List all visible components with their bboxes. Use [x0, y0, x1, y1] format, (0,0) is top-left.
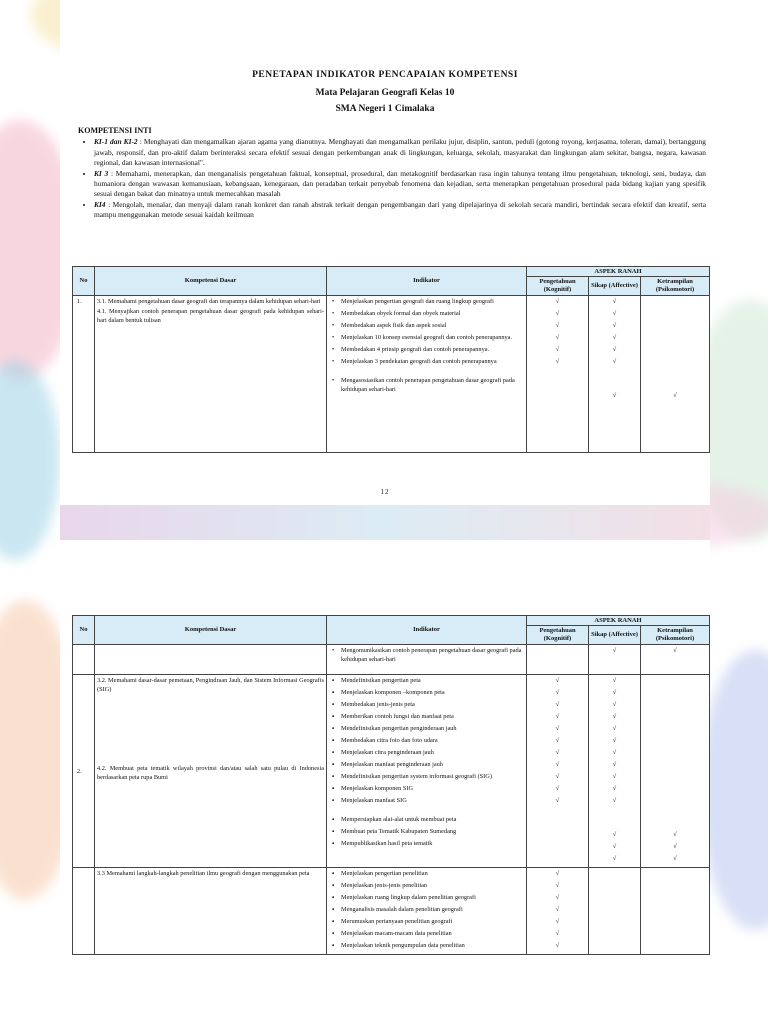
ki-item: [94, 137, 706, 168]
check-mark: √: [555, 773, 560, 780]
indicator-item: ▪ Menjelaskan komponen SIG: [341, 784, 524, 793]
kd-item: 4.1. Menyajikan contoh penerapan pengetahuan dasar geografi pada kehidupan sehari-hari dalam bentuk tulisan: [97, 308, 324, 324]
header-indikator: Indikator: [327, 267, 527, 296]
kompetensi-dasar-cell: [95, 296, 327, 453]
check-mark: √: [612, 831, 617, 838]
indicator-item: ▪ Menjelaskan pengertian penelitian: [341, 869, 524, 878]
indicator-item: ▪ Menjelaskan macam-macam data penelitian: [341, 929, 524, 938]
indicator-item: ▪ Menjelaskan manfaat penginderaan jauh: [341, 760, 524, 769]
afektif-checks: [589, 675, 641, 868]
header-afektif: Sikap (Affective): [589, 277, 641, 296]
psikomotor-checks: [641, 645, 710, 675]
header-afektif: Sikap (Affective): [589, 626, 641, 645]
row-number: 2.: [73, 675, 95, 868]
indicator-item: • Membedakan 4 prinsip geografi dan contoh penerapannya.: [341, 345, 524, 354]
header-aspek-ranah: ASPEK RANAH: [527, 616, 710, 626]
ki-label: KI 3: [94, 168, 109, 178]
check-mark: √: [555, 737, 560, 744]
header-kognitif: Pengetahuan (Kognitif): [527, 626, 589, 645]
indicator-item: ▪ Mempersiapkan alat-alat untuk membuat peta: [341, 815, 524, 824]
check-mark: √: [673, 647, 677, 654]
document-title: PENETAPAN INDIKATOR PENCAPAIAN KOMPETENSI: [252, 70, 518, 80]
kd-item: 3.3 Memahami langkah-langkah penelitian ilmu geografi dengan menggunakan peta: [97, 870, 310, 877]
check-mark: √: [612, 392, 617, 399]
psikomotor-checks: [641, 675, 710, 868]
check-mark: √: [555, 918, 560, 925]
check-mark: √: [673, 843, 677, 850]
ki-item: [94, 200, 706, 221]
check-mark: √: [612, 843, 617, 850]
indicator-item: ▪ Menjelaskan manfaat SIG: [341, 796, 524, 805]
table-row: [73, 675, 710, 868]
check-mark: √: [612, 725, 617, 732]
indicator-item: ▪ Menjelaskan komponen –komponen peta: [341, 688, 524, 697]
indicator-item: ▪ Menjelaskan ruang lingkup dalam penelitian geografi: [341, 893, 524, 902]
kd-item: 3.2. Memahami dasar-dasar pemetaan, Pengindraan Jauh, dan Sistem Informasi Geografis (SIG): [97, 677, 324, 693]
check-mark: √: [612, 346, 617, 353]
psikomotor-checks: [641, 296, 710, 453]
document-page-1: [60, 0, 710, 505]
ki-label: KI4: [94, 199, 106, 209]
check-mark: √: [612, 797, 617, 804]
check-mark: √: [555, 761, 560, 768]
check-mark: √: [612, 701, 617, 708]
check-mark: √: [612, 334, 617, 341]
indicator-item: • Menjelaskan 10 konsep esensial geografi dan contoh penerapannya.: [341, 333, 524, 342]
indicator-table-2: [72, 615, 710, 955]
ki-text: : Mengolah, menalar, dan menyaji dalam ranah konkret dan ranah abstrak terkait dengan pengembangan dari yang dipelajarinya di sekolah secara mandiri, bertindak secara efektif dan kreatif, serta mampu menggunakan metode sesuai kaidah keilmuan: [94, 199, 706, 220]
indicator-item: ▪ Merumuskan pertanyaan penelitian geografi: [341, 917, 524, 926]
header-aspek-ranah: ASPEK RANAH: [527, 267, 710, 277]
indicator-item: ▪ Mendefinisikan pengertian system informasi geografi (SIG): [341, 772, 524, 781]
indicator-cell: [327, 675, 527, 868]
check-mark: √: [555, 894, 560, 901]
indicator-cell: [327, 296, 527, 453]
check-mark: √: [555, 346, 560, 353]
check-mark: √: [612, 298, 617, 305]
indicator-item: ▪ Menjelaskan teknik pengumpulan data penelitian: [341, 941, 524, 950]
indicator-item: • Membedakan obyek formal dan obyek material: [341, 309, 524, 318]
page-gap: [60, 505, 710, 540]
document-page-2: [60, 540, 710, 1024]
check-mark: √: [555, 334, 560, 341]
table-row: [73, 296, 710, 453]
check-mark: √: [555, 677, 560, 684]
indicator-cell: [327, 868, 527, 955]
check-mark: √: [555, 785, 560, 792]
kognitif-checks: [527, 296, 589, 453]
indicator-item: ▪ Mendefinisikan pengertian penginderaan jauh: [341, 724, 524, 733]
check-mark: √: [673, 392, 677, 399]
indicator-item: ▪ Membedakan citra foto dan foto udara: [341, 736, 524, 745]
header-psikomotor: Ketrampilan (Psikomotori): [641, 626, 710, 645]
kd-item: 3.1. Memahami pengetahuan dasar geografi dan terapannya dalam kehidupan sehari-hari: [97, 298, 321, 305]
kognitif-checks: [527, 675, 589, 868]
indicator-item: • Mengasosiasikan contoh penerapan pengetahuan dasar geografi pada kehidupan sehari-hari: [341, 376, 524, 394]
check-mark: √: [555, 713, 560, 720]
check-mark: √: [612, 749, 617, 756]
header-indikator: Indikator: [327, 616, 527, 645]
check-mark: √: [612, 855, 617, 862]
indicator-item: ▪ Memberikan contoh fungsi dan manfaat peta: [341, 712, 524, 721]
check-mark: √: [555, 689, 560, 696]
indicator-item: ▪ Mendefinisikan pengertian peta: [341, 676, 524, 685]
kognitif-checks: [527, 868, 589, 955]
check-mark: √: [612, 358, 617, 365]
indicator-item: • Mengomunikasikan contoh penerapan pengetahuan dasar geografi pada kehidupan sehari-hari: [341, 646, 524, 664]
table-row: [73, 868, 710, 955]
check-mark: √: [612, 689, 617, 696]
indicator-item: • Menjelaskan pengertian geografi dan ruang lingkup geografi: [341, 297, 524, 306]
check-mark: √: [555, 870, 560, 877]
page-number: 12: [380, 488, 390, 496]
indicator-item: ▪ Membuat peta Tematik Kabupaten Sumedang: [341, 827, 524, 836]
check-mark: √: [612, 310, 617, 317]
background-paint-splash: [0, 360, 60, 560]
check-mark: √: [555, 298, 560, 305]
indicator-item: ▪ Menjelaskan citra penginderaan jauh: [341, 748, 524, 757]
header-kompetensi-dasar: Kompetensi Dasar: [95, 616, 327, 645]
ki-item: [94, 169, 706, 200]
check-mark: √: [612, 713, 617, 720]
check-mark: √: [555, 930, 560, 937]
kompetensi-dasar-cell: [95, 675, 327, 868]
ki-text: : Menghayati dan mengamalkan ajaran agama yang dianutnya. Menghayati dan mengamalkan perilaku jujur, disiplin, santun, peduli (gotong royong, kerjasama, toleran, damai), bertanggung jawab, responsif, dan pro-aktif dalam berinteraksi secara efektif sesuai dengan perkembangan anak di lingkungan, keluarga, sekolah, masyarakat dan lingkungan alam sekitar, bangsa, negara, kawasan regional, dan kawasan internasional".: [94, 137, 706, 168]
check-mark: √: [612, 647, 617, 654]
check-mark: √: [555, 906, 560, 913]
check-mark: √: [612, 322, 617, 329]
kompetensi-dasar-cell: [95, 868, 327, 955]
header-psikomotor: Ketrampilan (Psikomotori): [641, 277, 710, 296]
indicator-item: ▪ Mempublikasikan hasil peta tematik: [341, 839, 524, 848]
afektif-checks: [589, 296, 641, 453]
check-mark: √: [612, 773, 617, 780]
document-school: SMA Negeri 1 Cimalaka: [335, 104, 435, 114]
check-mark: √: [555, 749, 560, 756]
header-no: No: [73, 267, 95, 296]
check-mark: √: [673, 855, 677, 862]
indicator-item: ▪ Menjelaskan jenis-jenis penelitian: [341, 881, 524, 890]
indicator-cell: [327, 645, 527, 675]
indicator-item: ▪ Menganalisis masalah dalam penelitian geografi: [341, 905, 524, 914]
check-mark: √: [555, 882, 560, 889]
document-subject: Mata Pelajaran Geografi Kelas 10: [315, 88, 455, 98]
kompetensi-inti-section: [78, 126, 706, 221]
kd-item: 4.2. Membuat peta tematik wilayah provinsi dan/atau salah satu pulau di Indonesia berdasarkan peta rupa Bumi: [97, 765, 324, 781]
check-mark: √: [555, 701, 560, 708]
check-mark: √: [612, 677, 617, 684]
check-mark: √: [673, 831, 677, 838]
header-no: No: [73, 616, 95, 645]
ki-text: : Memahami, menerapkan, dan menganalisis pengetahuan faktual, konseptual, prosedural, dan metakognitif berdasarkan rasa ingin tahunya tentang ilmu pengetahuan, teknologi, seni, budaya, dan humaniora dengan wawasan kemanusiaan, kebangsaan, kenegaraan, dan peradaban terkait penyebab fenomena dan kejadian, serta menerapkan pengetahuan prosedural pada bidang kajian yang spesifik sesuai dengan bakat dan minatnya untuk memecahkan masalah: [94, 168, 707, 199]
indicator-item: • Menjelaskan 3 pendekatan geografi dan contoh penerapannya: [341, 357, 524, 366]
indicator-table-1: [72, 266, 710, 453]
kompetensi-inti-heading: KOMPETENSI INTI: [78, 126, 152, 135]
indicator-item: ▪ Membedakan jenis-jenis peta: [341, 700, 524, 709]
check-mark: √: [555, 725, 560, 732]
check-mark: √: [612, 785, 617, 792]
ki-label: KI-1 dan KI-2: [94, 137, 138, 147]
check-mark: √: [555, 310, 560, 317]
check-mark: √: [555, 942, 560, 949]
check-mark: √: [612, 737, 617, 744]
check-mark: √: [555, 322, 560, 329]
afektif-checks: [589, 645, 641, 675]
check-mark: √: [555, 358, 560, 365]
indicator-item: • Membedakan aspek fisik dan aspek sosial: [341, 321, 524, 330]
row-number: 1.: [73, 296, 95, 453]
check-mark: √: [555, 797, 560, 804]
table-row: [73, 645, 710, 675]
header-kompetensi-dasar: Kompetensi Dasar: [95, 267, 327, 296]
background-paint-splash: [700, 650, 768, 930]
check-mark: √: [612, 761, 617, 768]
header-kognitif: Pengetahuan (Kognitif): [527, 277, 589, 296]
